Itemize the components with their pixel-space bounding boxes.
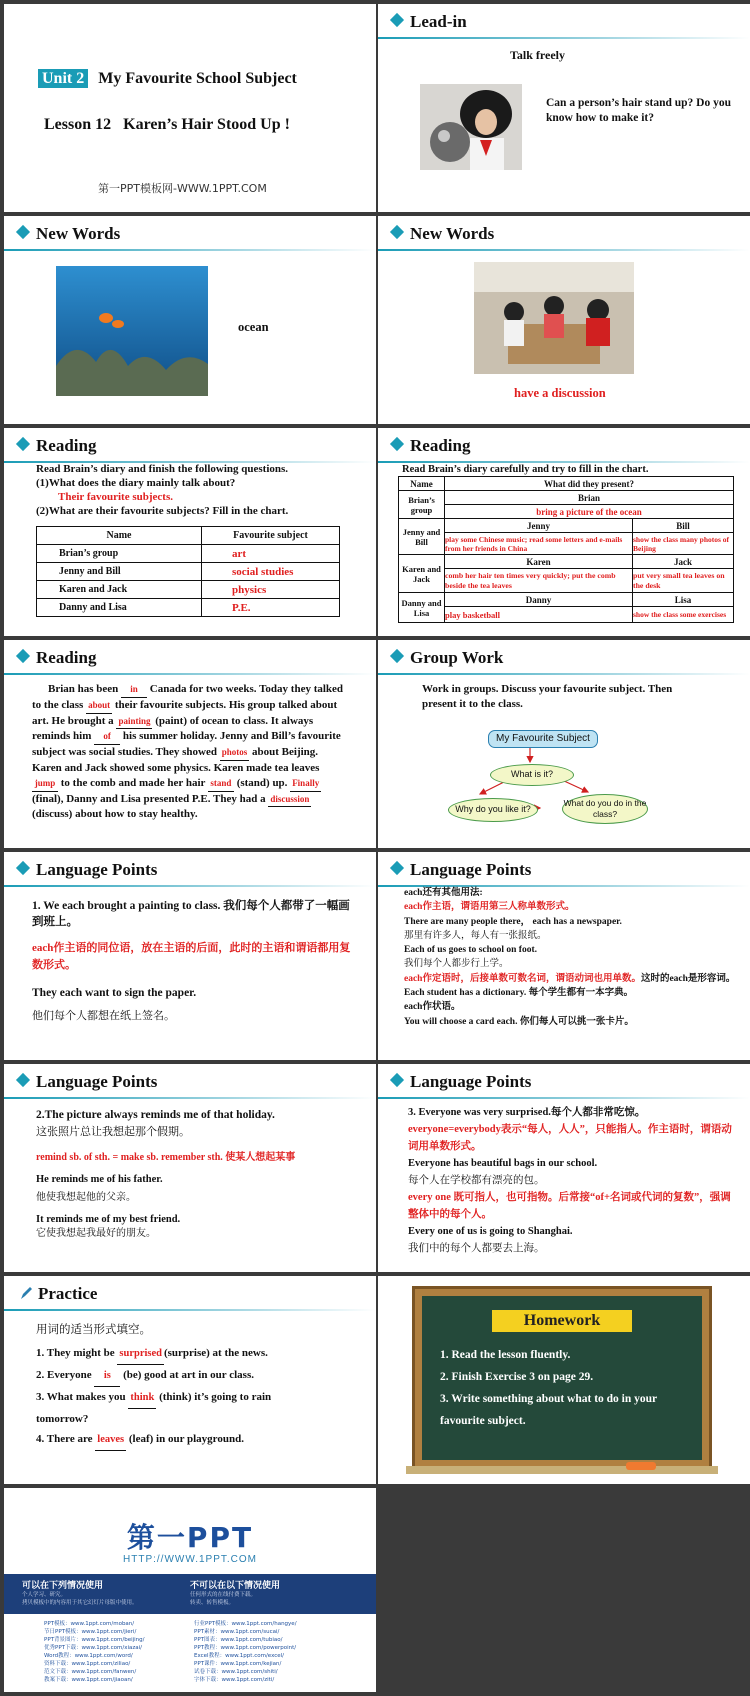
slide-heading: New Words xyxy=(392,224,494,244)
diamond-icon xyxy=(390,13,404,27)
lead-in-question: Can a person’s hair stand up? Do you know how to make it? xyxy=(546,97,732,124)
slide-language-points-2[interactable] xyxy=(4,1064,376,1272)
pencil-icon xyxy=(18,1285,34,1301)
cloze-passage: Brian has been in Canada for two weeks. Today they talked to the class about their favourite subjects. His group talked about art. He brought a painting (paint) of ocean to class. It always reminds him of his summer holiday. Jenny and Bill’s favourite subject was social studies. They showed photos about Beijing. Karen and Jack showed some physics. Karen made tea leaves jump to the comb and made her hair stand (stand) up. Finally (final), Danny and Lisa presented P.E. They had a discussion (discuss) about how to stay healthy. xyxy=(32,683,344,821)
slide-homework[interactable] xyxy=(378,1276,750,1484)
slide-heading: Practice xyxy=(18,1284,97,1304)
slide-heading: Language Points xyxy=(392,1072,531,1092)
unit-badge: Unit 2 xyxy=(38,69,88,88)
heading-underline xyxy=(4,673,376,675)
blank-8: Finally xyxy=(290,776,321,792)
blank-7: stand xyxy=(208,776,234,792)
point-1-example: They each want to sign the paper. xyxy=(32,987,197,999)
blank-9: discussion xyxy=(268,792,311,808)
slide-reading-chart[interactable] xyxy=(378,428,750,636)
diamond-icon xyxy=(16,225,30,239)
1ppt-logo: 第一PPT xyxy=(126,1521,254,1554)
heading-underline xyxy=(4,249,376,251)
homework-list: 1. Read the lesson fluently. 2. Finish Exercise 3 on page 29. 3. Write something about what to do in your favourite subject. xyxy=(440,1349,657,1427)
heading-underline xyxy=(4,1097,376,1099)
point-2-example-1-zh: 他使我想起他的父亲。 xyxy=(36,1192,136,1203)
blank-2: about xyxy=(86,698,112,714)
slide-heading: Language Points xyxy=(18,1072,157,1092)
point-3-list: 3. Everyone was very surprised.每个人都非常吃惊。 everyone=everybody表示“每人，人人”，只能指人。作主语时，谓语动词用单数形式。 Everyone has beautiful bags in our school. 每个人在学校都有漂亮的包。 every one 既可指人，也可指物。后常接“of+名词或代词的复数”，强调整体中的每个人。 Every one of us is going to Shanghai. 我们中的每个人都要去上海。 xyxy=(408,1107,732,1254)
slide-practice[interactable] xyxy=(4,1276,376,1484)
1ppt-url[interactable]: HTTP://WWW.1PPT.COM xyxy=(123,1554,257,1565)
practice-questions: 1. They might be surprised (surprise) at the news. 2. Everyone is (be) good at art in our class. 3. What makes you think (think) it’s going to rain tomorrow? 4. There are leaves (leaf) in our playground. xyxy=(36,1343,356,1451)
lesson-title: Lesson 12 Karen’s Hair Stood Up ! xyxy=(44,116,290,133)
diamond-icon xyxy=(16,649,30,663)
slide-language-points-3[interactable] xyxy=(378,1064,750,1272)
discussion-photo xyxy=(474,262,634,374)
node-my-favourite-subject: My Favourite Subject xyxy=(488,730,598,748)
point-2-example-2-zh: 它使我想起我最好的朋友。 xyxy=(36,1228,156,1239)
chart-instruction: Read Brain’s diary carefully and try to fill in the chart. xyxy=(402,464,649,475)
heading-underline xyxy=(378,249,750,251)
girl-static-hair-photo xyxy=(420,84,522,170)
ocean-photo xyxy=(56,266,208,396)
unit-title: My Favourite School Subject xyxy=(98,70,297,87)
diamond-icon xyxy=(390,861,404,875)
slide-heading: Group Work xyxy=(392,648,503,668)
slide-heading: Reading xyxy=(392,436,470,456)
point-2-example-1: He reminds me of his father. xyxy=(36,1174,163,1185)
point-1-explanation: each作主语的同位语，放在主语的后面，此时的主语和谓语都用复数形式。 xyxy=(32,942,351,971)
slide-heading: Language Points xyxy=(18,860,157,880)
reading-instruction: Read Brain’s diary and finish the following questions. (1)What does the diary mainly talk about? Their favourite subjects. (2)What are their favourite subjects? Fill in the chart. xyxy=(36,463,289,517)
diamond-icon xyxy=(390,225,404,239)
slide-reading-cloze[interactable] xyxy=(4,640,376,848)
unit-heading xyxy=(38,70,297,88)
node-what-is-it: What is it? xyxy=(490,764,574,786)
heading-underline xyxy=(378,37,750,39)
slide-group-work[interactable] xyxy=(378,640,750,848)
diamond-icon xyxy=(16,437,30,451)
links-right[interactable]: 行业PPT模板：www.1ppt.com/hangye/ PPT素材：www.1ppt.com/sucai/ PPT图表：www.1ppt.com/tubiao/ PPT教程：www.1ppt.com/powerpoint/ Excel教程：www.1ppt.com/excel/ PPT课件：www.1ppt.com/kejian/ 试卷下载：www.1ppt.com/shiti/ 字体下载：www.1ppt.com/ziti/ xyxy=(194,1621,297,1683)
slide-reading-questions[interactable] xyxy=(4,428,376,636)
practice-instruction: 用词的适当形式填空。 xyxy=(36,1322,151,1336)
answer-2: is xyxy=(94,1366,120,1387)
slide-heading: Reading xyxy=(18,648,96,668)
answer-4: leaves xyxy=(95,1430,126,1451)
talk-freely: Talk freely xyxy=(510,48,566,62)
group-instruction: Work in groups. Discuss your favourite subject. Then present it to the class. xyxy=(422,683,673,710)
each-usage-list: each还有其他用法: each作主语，谓语用第三人称单数形式。 There are many people there， each has a newspaper. 那里有许多人，每人有一张报纸。 Each of us goes to school on foot. 我们每个人都步行上学。 each作定语时，后接单数可数名词，谓语动词也用单数。这时的each是形容词。 Each student has a dictionary. 每个学生都有一本字典。 each作状语。 You will choose a card each. 你们每人可以挑一张卡片。 xyxy=(404,888,736,1027)
slide-language-points-each[interactable] xyxy=(378,852,750,1060)
chalk-icon xyxy=(626,1462,656,1470)
favourite-subject-table: Name Favourite subject Brian’s group art Jenny and Bill social studies Karen and Jack physics Danny and Lisa P.E. xyxy=(36,526,340,617)
links-left[interactable]: PPT模板：www.1ppt.com/moban/ 节日PPT模板：www.1ppt.com/jieri/ PPT背景图片：www.1ppt.com/beijing/ 优秀PPT下载：www.1ppt.com/xiazai/ Word教程：www.1ppt.com/word/ 资料下载：www.1ppt.com/ziliao/ 范文下载：www.1ppt.com/fanwen/ 教案下载：www.1ppt.com/jiaoan/ xyxy=(44,1621,145,1683)
phrase-have-a-discussion: have a discussion xyxy=(514,386,606,400)
blank-1: in xyxy=(121,682,147,698)
answer-3: think xyxy=(128,1388,156,1409)
presentation-chart: Name What did they present? Brian’s group Brian bring a picture of the ocean Jenny and Bill Jenny Bill play some Chinese music; read some letters and e-mails from her friends in China show the class many photos of Beijing Karen and Jack Karen Jack comb her hair ten times very quickly; put the comb beside the tea leaves put very small tea leaves on the desk Danny and Lisa Danny Lisa play basketball show the class some exercises xyxy=(398,476,734,623)
diamond-icon xyxy=(16,1073,30,1087)
slide-heading: Reading xyxy=(18,436,96,456)
slide-heading: Language Points xyxy=(392,860,531,880)
point-2-sentence: 2.The picture always reminds me of that holiday. xyxy=(36,1109,275,1121)
heading-underline xyxy=(378,673,750,675)
slide-new-words-discussion[interactable] xyxy=(378,216,750,424)
slide-heading: New Words xyxy=(18,224,120,244)
blank-3: painting xyxy=(116,714,152,730)
point-2-example-2: It reminds me of my best friend. xyxy=(36,1214,181,1225)
point-2-phrase: remind sb. of sth. = make sb. remember sth. 使某人想起某事 xyxy=(36,1152,296,1163)
slide-1ppt-ad[interactable] xyxy=(4,1488,376,1692)
usage-banner: 可以在下列情况使用 个人学习、研究。 拷贝模板中的内容用于其它幻灯片母版中使用。 不可以在以下情况使用 任何形式的在线付费下载。 转卖、转售模板。 xyxy=(4,1574,376,1614)
heading-underline xyxy=(4,1309,376,1311)
answer-1: surprised xyxy=(117,1344,164,1365)
slide-title[interactable] xyxy=(4,4,376,212)
site-label: 第一PPT模板网-WWW.1PPT.COM xyxy=(98,182,267,195)
point-1-example-zh: 他们每个人都想在纸上签名。 xyxy=(32,1009,175,1022)
diamond-icon xyxy=(390,437,404,451)
diamond-icon xyxy=(390,1073,404,1087)
heading-underline xyxy=(4,885,376,887)
homework-title: Homework xyxy=(492,1310,632,1332)
slide-heading: Lead-in xyxy=(392,12,467,32)
word-ocean: ocean xyxy=(238,320,269,334)
blank-6: jump xyxy=(32,776,58,792)
node-what-do-you-do: What do you do in the class? xyxy=(562,794,648,824)
heading-underline xyxy=(378,1097,750,1099)
blank-4: of xyxy=(94,729,120,745)
point-1-sentence: 1. We each brought a painting to class. 我们每个人都带了一幅画到班上。 xyxy=(32,900,350,928)
point-2-sentence-zh: 这张照片总让我想起那个假期。 xyxy=(36,1125,190,1138)
node-why-do-you-like-it: Why do you like it? xyxy=(448,798,538,822)
blank-5: photos xyxy=(220,745,250,761)
slide-language-points-1[interactable] xyxy=(4,852,376,1060)
slide-new-words-ocean[interactable] xyxy=(4,216,376,424)
diamond-icon xyxy=(390,649,404,663)
chalk-ledge xyxy=(406,1466,718,1474)
slide-lead-in[interactable] xyxy=(378,4,750,212)
diamond-icon xyxy=(16,861,30,875)
